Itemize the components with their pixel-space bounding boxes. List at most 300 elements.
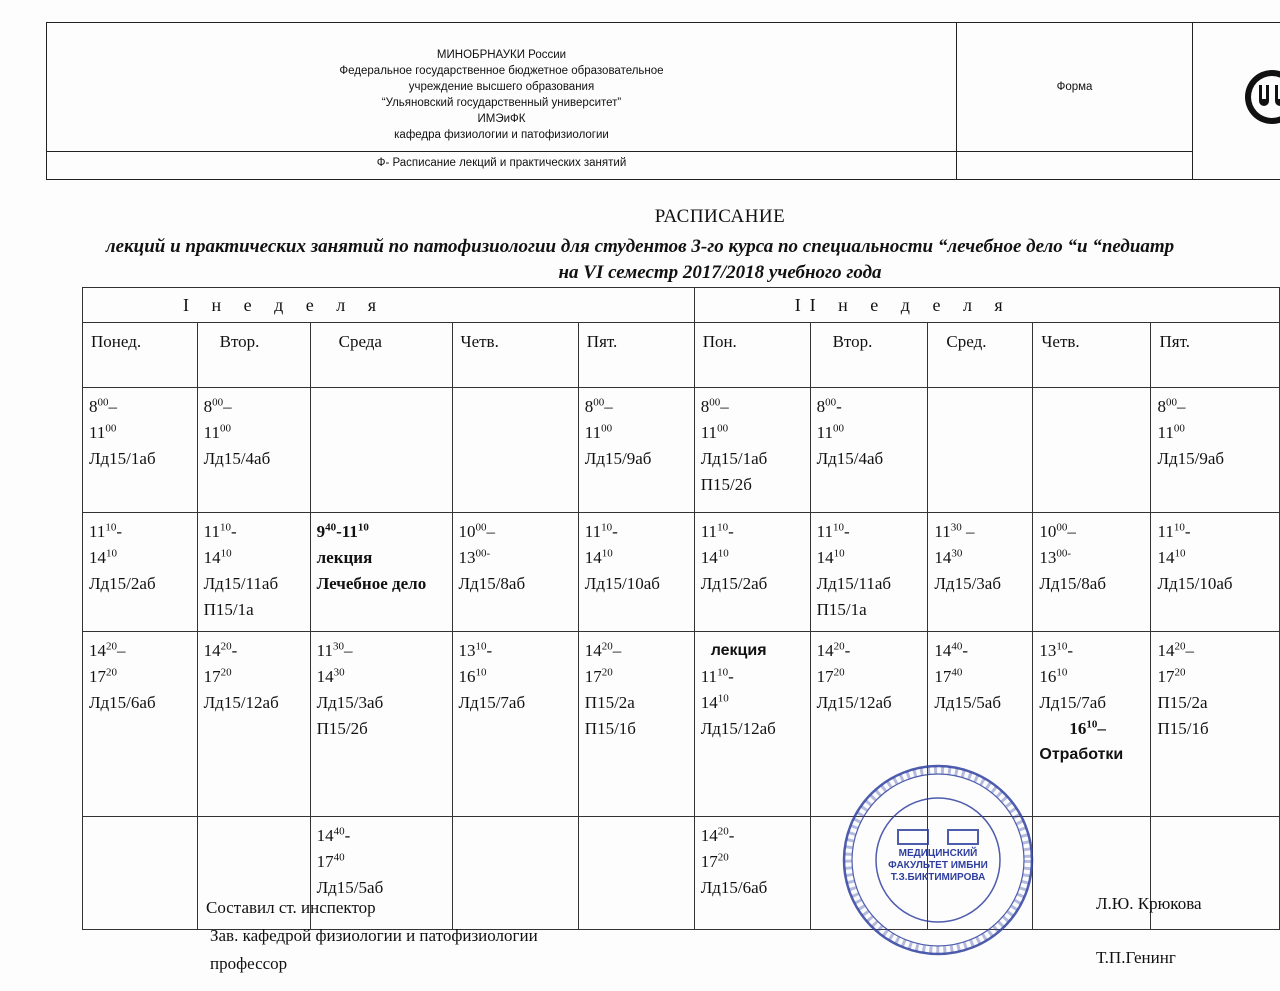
- start-time: [89, 394, 197, 420]
- cell-text: 11: [700, 667, 718, 686]
- time-dash: –: [223, 397, 232, 416]
- cell-text: 14: [700, 693, 718, 712]
- cell-text: 11: [316, 641, 333, 660]
- cell-text: -: [728, 522, 734, 541]
- cell-text: 00: [1056, 521, 1068, 534]
- cell-text: 00: [832, 422, 844, 435]
- start-time: [89, 638, 197, 664]
- start-time: [459, 638, 578, 664]
- schedule-row: [83, 388, 1280, 513]
- cell-text: 10: [717, 666, 729, 679]
- start-time: [701, 823, 810, 849]
- lecture-specialty: Лечебное дело: [316, 574, 427, 593]
- cell-text: -: [612, 522, 618, 541]
- schedule-cell: [83, 632, 198, 817]
- lecture-label: лекция: [316, 548, 373, 567]
- end-time: [1157, 545, 1279, 571]
- page-subtitle: лекций и практических занятий по патофизиологии для студентов 3-го курса по специальности “лечебное дело “и “педиатр: [105, 236, 1175, 257]
- group-code: Лд15/6аб: [700, 878, 768, 897]
- cell-text: 11: [700, 522, 718, 541]
- group-code: П15/1а: [816, 600, 867, 619]
- start-time: [817, 394, 928, 420]
- start-time: [585, 638, 694, 664]
- group-code: Лд15/10аб: [584, 574, 660, 593]
- org-line: Федеральное государственное бюджетное образовательное: [339, 65, 664, 77]
- end-time: [1039, 545, 1150, 571]
- time-dash: –: [1067, 522, 1076, 541]
- end-time: [701, 420, 810, 446]
- position-label: профессор: [210, 954, 288, 973]
- time-dash: –: [1097, 719, 1106, 738]
- schedule-cell: [452, 513, 578, 632]
- start-time: [934, 638, 1032, 664]
- cell-text: -: [1067, 641, 1074, 660]
- cell-text: 8: [816, 397, 826, 416]
- cell-text: 20: [717, 851, 729, 864]
- cell-text: 11: [700, 423, 718, 442]
- cell-text: 11: [1157, 522, 1174, 541]
- start-time: [817, 519, 928, 545]
- cell-text: 20: [833, 666, 845, 679]
- stamp-text: Т.З.БИКТИМИРОВА: [890, 872, 986, 883]
- schedule-cell: [928, 388, 1033, 513]
- org-line: кафедра физиологии и патофизиологии: [394, 129, 609, 141]
- cell-text: 10: [220, 547, 232, 560]
- cell-text: 14: [316, 826, 334, 845]
- cell-text: 20: [601, 666, 613, 679]
- cell-text: 11: [203, 423, 221, 442]
- cell-text: 20: [601, 640, 613, 653]
- group-code: П15/2а: [1157, 693, 1208, 712]
- cell-text: -: [836, 397, 842, 416]
- cell-text: 40: [325, 521, 337, 534]
- page-title: РАСПИСАНИЕ: [654, 206, 786, 227]
- cell-text: 20: [106, 640, 117, 653]
- cell-text: 17: [1157, 667, 1175, 686]
- week-1-header: I н е д е л я: [83, 288, 695, 323]
- group-code: Лд15/10аб: [1157, 574, 1233, 593]
- cell-text: 00: [601, 422, 613, 435]
- schedule-cell: [694, 817, 810, 930]
- cell-text: 8: [584, 397, 594, 416]
- start-time: [1039, 519, 1150, 545]
- end-time: [817, 545, 928, 571]
- group-code: Лд15/3аб: [934, 574, 1002, 593]
- schedule-cell: [694, 513, 810, 632]
- cell-text: 14: [816, 641, 834, 660]
- day-header: Четв.: [1033, 323, 1151, 388]
- group-code: Лд15/7аб: [458, 693, 526, 712]
- end-time: [89, 420, 197, 446]
- schedule-cell: [578, 817, 694, 930]
- start-time: [204, 394, 310, 420]
- end-time: [317, 664, 452, 690]
- start-time: [585, 394, 694, 420]
- cell-text: 14: [89, 641, 106, 660]
- end-time: [585, 545, 694, 571]
- group-code: П15/1б: [584, 719, 636, 738]
- group-code: Лд15/12аб: [203, 693, 279, 712]
- schedule-cell: [694, 388, 810, 513]
- schedule-cell: [928, 513, 1033, 632]
- cell-text: 00: [593, 396, 605, 409]
- cell-text: 14: [816, 548, 834, 567]
- cell-text: 00: [97, 396, 109, 409]
- start-time: [701, 664, 810, 690]
- day-header: Пон.: [694, 323, 810, 388]
- start-time: [934, 519, 1032, 545]
- cell-text: 10: [458, 522, 476, 541]
- time-dash: –: [108, 397, 117, 416]
- cell-text: -: [344, 826, 351, 845]
- document-title-blank: [957, 151, 1193, 179]
- group-code: Лд15/11аб: [203, 574, 279, 593]
- cell-text: 14: [316, 667, 334, 686]
- cell-text: 20: [220, 640, 232, 653]
- group-code: Лд15/12аб: [700, 719, 776, 738]
- time-dash: –: [1176, 397, 1186, 416]
- cell-text: 10: [105, 521, 117, 534]
- day-header: Сред.: [928, 323, 1033, 388]
- signatory-name-1: Л.Ю. Крюкова: [1096, 894, 1202, 913]
- org-line: учреждение высшего образования: [408, 81, 595, 93]
- group-code: П15/2а: [584, 693, 635, 712]
- lecture-time: [317, 519, 452, 545]
- cell-text: 13: [458, 548, 476, 567]
- cell-text: 10: [106, 547, 117, 560]
- cell-text: 00: [105, 422, 117, 435]
- cell-text: 00: [220, 422, 232, 435]
- university-logo-icon: [1242, 67, 1280, 127]
- cell-text: 17: [700, 852, 718, 871]
- start-time: [701, 519, 810, 545]
- start-time: [585, 519, 694, 545]
- form-header: [46, 22, 1280, 180]
- group-code: Лд15/1аб: [700, 449, 768, 468]
- cell-text: 13: [1039, 548, 1057, 567]
- day-header: Втор.: [197, 323, 310, 388]
- cell-text: 10: [1173, 521, 1185, 534]
- start-time: [1157, 638, 1279, 664]
- cell-text: 17: [816, 667, 834, 686]
- group-code: Лд15/2аб: [700, 574, 768, 593]
- group-code: Лд15/4аб: [816, 449, 884, 468]
- cell-text: -: [486, 641, 493, 660]
- schedule-table: [82, 287, 1280, 930]
- cell-text: 9: [316, 522, 326, 541]
- schedule-cell: [1033, 632, 1151, 817]
- cell-text: -: [728, 826, 735, 845]
- cell-text: 10: [1086, 718, 1098, 731]
- group-code: Лд15/5аб: [934, 693, 1002, 712]
- end-time: [1157, 420, 1279, 446]
- time-dash: –: [486, 522, 496, 541]
- day-header: Понед.: [83, 323, 198, 388]
- cell-text: 13: [1039, 641, 1057, 660]
- time-dash: –: [1185, 641, 1194, 660]
- end-time: [204, 420, 310, 446]
- time-dash: –: [117, 641, 126, 660]
- schedule-cell: [1151, 388, 1280, 513]
- start-time: [317, 823, 452, 849]
- schedule-cell: [310, 388, 452, 513]
- cell-text: -: [844, 641, 851, 660]
- cell-text: 00: [475, 521, 487, 534]
- time-dash: –: [612, 641, 622, 660]
- end-time: [89, 545, 197, 571]
- cell-text: 16: [1039, 667, 1057, 686]
- cell-text: 14: [700, 826, 718, 845]
- group-code: Лд15/2аб: [89, 574, 156, 593]
- end-time: [701, 849, 810, 875]
- cell-text: 17: [934, 667, 952, 686]
- cell-text: -: [1184, 522, 1191, 541]
- cell-text: 20: [1174, 640, 1186, 653]
- compiled-by-label: Составил ст. инспектор: [206, 898, 376, 917]
- cell-text: 11: [203, 522, 221, 541]
- cell-text: -: [231, 522, 237, 541]
- end-time: [459, 664, 578, 690]
- cell-text: 00-: [1056, 547, 1072, 560]
- cell-text: 10: [475, 666, 487, 679]
- end-time: [1039, 664, 1150, 690]
- group-code: Лд15/9аб: [584, 449, 652, 468]
- cell-text: 40: [951, 666, 963, 679]
- cell-text: 10: [1174, 547, 1186, 560]
- cell-text: 40: [951, 640, 963, 653]
- group-code: Лд15/1аб: [89, 449, 156, 468]
- cell-text: 10: [832, 521, 844, 534]
- schedule-cell: [1151, 513, 1280, 632]
- schedule-cell: [452, 632, 578, 817]
- cell-text: 11: [584, 522, 602, 541]
- schedule-cell: [310, 632, 452, 817]
- group-code: П15/1б: [1157, 719, 1209, 738]
- org-line: ИМЭиФК: [477, 113, 526, 125]
- group-code: Лд15/4аб: [203, 449, 271, 468]
- group-code: П15/2б: [316, 719, 368, 738]
- end-time: [585, 420, 694, 446]
- group-code: Лд15/8аб: [458, 574, 526, 593]
- end-time: [317, 849, 452, 875]
- cell-text: 13: [458, 641, 476, 660]
- cell-text: 17: [203, 667, 221, 686]
- cell-text: 10: [357, 521, 369, 534]
- cell-text: -: [231, 641, 238, 660]
- start-time: [1157, 519, 1279, 545]
- cell-text: 10: [601, 521, 613, 534]
- end-time: [934, 545, 1032, 571]
- schedule-cell: [197, 388, 310, 513]
- cell-text: 11: [816, 522, 833, 541]
- end-time: [89, 664, 197, 690]
- start-time: [817, 638, 928, 664]
- cell-text: 14: [700, 548, 718, 567]
- cell-text: 11: [816, 423, 833, 442]
- time-dash: –: [720, 397, 729, 416]
- organization-block: [47, 23, 957, 151]
- group-code: Лд15/6аб: [89, 693, 156, 712]
- day-header: Четв.: [452, 323, 578, 388]
- cell-text: 10: [717, 547, 729, 560]
- day-header: Втор.: [810, 323, 928, 388]
- page-semester: на VI семестр 2017/2018 учебного года: [558, 262, 882, 283]
- cell-text: 8: [89, 397, 98, 416]
- cell-text: 20: [106, 666, 117, 679]
- schedule-cell: [452, 388, 578, 513]
- group-code: Лд15/5аб: [316, 878, 384, 897]
- cell-text: 8: [203, 397, 213, 416]
- schedule-cell: [694, 632, 810, 817]
- cell-text: 8: [1157, 397, 1166, 416]
- cell-text: 00: [709, 396, 721, 409]
- schedule-cell: [1151, 632, 1280, 817]
- cell-text: -: [843, 522, 850, 541]
- group-code: Лд15/8аб: [1039, 574, 1106, 593]
- cell-text: 14: [1157, 548, 1175, 567]
- group-code: Лд15/11аб: [816, 574, 892, 593]
- group-code: П15/2б: [700, 475, 752, 494]
- stamp-text: МЕДИЦИНСКИЙ: [898, 848, 978, 859]
- cell-text: -: [728, 667, 734, 686]
- org-line: МИНОБРНАУКИ России: [436, 49, 567, 61]
- start-time: [701, 394, 810, 420]
- schedule-cell: [578, 513, 694, 632]
- end-time: [934, 664, 1032, 690]
- cell-text: 20: [717, 825, 729, 838]
- signatory-name-2: Т.П.Генинг: [1096, 948, 1176, 967]
- cell-text: 11: [89, 522, 106, 541]
- time-dash: –: [604, 397, 613, 416]
- head-of-dept-label: Зав. кафедрой физиологии и патофизиологии: [210, 926, 538, 945]
- cell-text: 16: [458, 667, 476, 686]
- cell-text: 00-: [475, 547, 491, 560]
- cell-text: 14: [934, 641, 952, 660]
- cell-text: 11: [934, 522, 951, 541]
- cell-text: 14: [934, 548, 952, 567]
- group-code: Лд15/12аб: [816, 693, 892, 712]
- group-code: Лд15/9аб: [1157, 449, 1225, 468]
- cell-text: 30: [333, 640, 344, 653]
- cell-text: 20: [1174, 666, 1186, 679]
- end-time: [817, 420, 928, 446]
- cell-text: –: [961, 522, 975, 541]
- cell-text: 11: [584, 423, 602, 442]
- cell-text: 30: [950, 521, 962, 534]
- day-header: Пят.: [578, 323, 694, 388]
- end-time: [585, 664, 694, 690]
- cell-text: 16: [1069, 719, 1087, 738]
- group-code: П15/1а: [203, 600, 254, 619]
- form-label: Форма: [957, 23, 1193, 151]
- start-time: [1039, 638, 1150, 664]
- schedule-cell: [83, 513, 198, 632]
- start-time: [1157, 394, 1279, 420]
- cell-text: 40: [333, 825, 345, 838]
- start-time: [204, 519, 310, 545]
- cell-text: 00: [825, 396, 837, 409]
- cell-text: 10: [1039, 522, 1057, 541]
- start-time: [89, 519, 197, 545]
- cell-text: 10: [1056, 640, 1068, 653]
- cell-text: 10: [717, 692, 729, 705]
- end-time: [204, 545, 310, 571]
- schedule-cell: [810, 513, 928, 632]
- official-stamp-icon: [838, 760, 1038, 960]
- cell-text: -11: [336, 522, 358, 541]
- cell-text: 00: [1165, 396, 1177, 409]
- cell-text: 20: [220, 666, 232, 679]
- start-time: [459, 519, 578, 545]
- end-time: [204, 664, 310, 690]
- cell-text: 14: [584, 641, 602, 660]
- schedule-cell: [197, 632, 310, 817]
- schedule-cell: [310, 513, 452, 632]
- day-header: Среда: [310, 323, 452, 388]
- end-time: [701, 545, 810, 571]
- makeup-label: Отработки: [1039, 746, 1124, 763]
- schedule-cell: [1033, 388, 1151, 513]
- schedule-cell: [578, 632, 694, 817]
- makeup-time: [1039, 716, 1150, 742]
- cell-text: 30: [333, 666, 345, 679]
- end-time: [701, 690, 810, 716]
- cell-text: 10: [220, 521, 232, 534]
- schedule-cell: [1033, 513, 1151, 632]
- schedule-cell: [810, 388, 928, 513]
- week-2-header: II н е д е л я: [694, 288, 1279, 323]
- end-time: [817, 664, 928, 690]
- cell-text: -: [962, 641, 969, 660]
- cell-text: 14: [203, 641, 221, 660]
- cell-text: 10: [1056, 666, 1068, 679]
- cell-text: 17: [316, 852, 334, 871]
- cell-text: 14: [1157, 641, 1175, 660]
- schedule-cell: [578, 388, 694, 513]
- schedule-row: [83, 513, 1280, 632]
- group-code: Лд15/7аб: [1039, 693, 1106, 712]
- schedule-cell: [197, 513, 310, 632]
- time-dash: –: [344, 641, 353, 660]
- cell-text: 14: [203, 548, 221, 567]
- lecture-label: лекция: [710, 642, 767, 659]
- day-header: Пят.: [1151, 323, 1280, 388]
- end-time: [1157, 664, 1279, 690]
- cell-text: 11: [1157, 423, 1174, 442]
- cell-text: 00: [1173, 422, 1185, 435]
- schedule-cell: [83, 817, 198, 930]
- cell-text: 14: [89, 548, 106, 567]
- cell-text: 17: [89, 667, 106, 686]
- schedule-cell: [83, 388, 198, 513]
- cell-text: 40: [333, 851, 345, 864]
- cell-text: 00: [212, 396, 224, 409]
- stamp-text: ФАКУЛЬТЕТ ИМБНИ: [888, 860, 988, 871]
- end-time: [459, 545, 578, 571]
- group-code: Лд15/3аб: [316, 693, 384, 712]
- cell-text: 20: [833, 640, 845, 653]
- cell-text: 10: [601, 547, 613, 560]
- schedule-cell: [452, 817, 578, 930]
- start-time: [204, 638, 310, 664]
- cell-text: 10: [833, 547, 845, 560]
- cell-text: 14: [584, 548, 602, 567]
- cell-text: 10: [475, 640, 487, 653]
- cell-text: 11: [89, 423, 106, 442]
- cell-text: 8: [700, 397, 710, 416]
- cell-text: 30: [951, 547, 963, 560]
- cell-text: 10: [717, 521, 729, 534]
